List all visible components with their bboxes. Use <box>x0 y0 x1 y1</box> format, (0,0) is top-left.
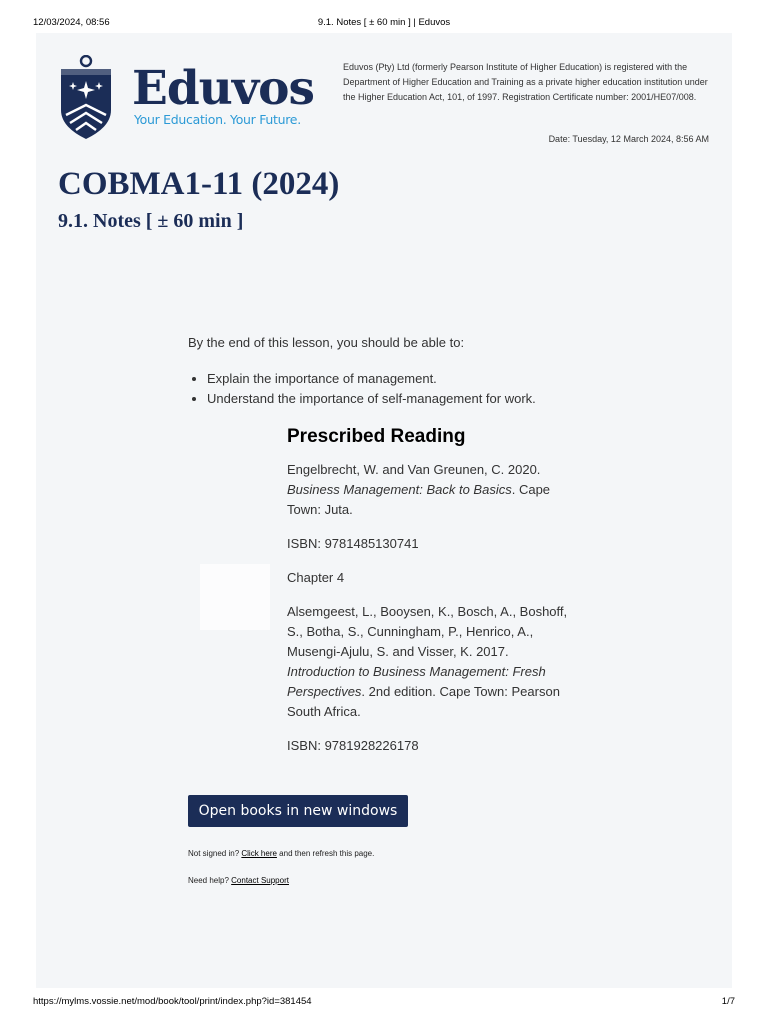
registration-notice: Eduvos (Pty) Ltd (formerly Pearson Institute of Higher Education) is registered with the Department of Higher Education and Training as a private higher education institution under the Higher Education Act, 101, of 1997. Registration Certificate number: 2001/HE07/008. <box>343 62 708 102</box>
print-url: https://mylms.vossie.net/mod/book/tool/print/index.php?id=381454 <box>33 996 312 1007</box>
brand-name: Eduvos <box>132 61 314 116</box>
document-page <box>36 33 732 988</box>
book1-chapter: Chapter 4 <box>287 570 345 585</box>
book1-citation <box>287 460 577 520</box>
lesson-intro: By the end of this lesson, you should be able to: <box>188 335 465 350</box>
prescribed-reading <box>287 426 577 770</box>
not-signed-in-suffix: and then refresh this page. <box>276 849 375 858</box>
list-item: • Explain the importance of management. <box>207 369 536 389</box>
book2-title: Introduction to Business Management: Fresh Perspectives <box>287 664 546 699</box>
list-item: • Understand the importance of self-management for work. <box>207 389 536 409</box>
book2-publisher: . 2nd edition. Cape Town: Pearson South Africa. <box>287 684 560 719</box>
brand-tagline: Your Education. Your Future. <box>134 112 301 127</box>
book2-isbn: ISBN: 9781928226178 <box>287 738 419 753</box>
page-subtitle: 9.1. Notes [ ± 60 min ] <box>58 210 244 232</box>
need-help-prefix: Need help? <box>188 876 232 885</box>
book-cover-image <box>200 564 270 630</box>
book1-authors: Engelbrecht, W. and Van Greunen, C. 2020. <box>287 462 541 477</box>
course-title: COBMA1-11 (2024) <box>58 166 340 202</box>
eduvos-logo <box>58 55 318 145</box>
print-datetime: 12/03/2024, 08:56 <box>33 17 110 28</box>
need-help-note <box>188 876 289 885</box>
click-here-link[interactable]: Click here <box>241 849 277 858</box>
not-signed-in-prefix: Not signed in? <box>188 849 242 858</box>
book1-isbn: ISBN: 9781485130741 <box>287 536 419 551</box>
objectives-list <box>188 369 536 409</box>
prescribed-reading-heading: Prescribed Reading <box>287 426 466 447</box>
book2-authors: Alsemgeest, L., Booysen, K., Bosch, A., Boshoff, S., Botha, S., Cunningham, P., Henrico, A., Musengi-Ajulu, S. and Visser, K. 2017. <box>287 604 568 659</box>
open-books-button[interactable]: Open books in new windows <box>188 795 408 827</box>
print-date: Date: Tuesday, 12 March 2024, 8:56 AM <box>548 134 709 144</box>
print-page-title: 9.1. Notes [ ± 60 min ] | Eduvos <box>317 17 451 28</box>
contact-support-link[interactable]: Contact Support <box>231 876 289 885</box>
not-signed-in-note <box>188 849 374 858</box>
book1-publisher: . Cape Town: Juta. <box>287 482 551 517</box>
book2-citation <box>287 602 577 722</box>
book1-title: Business Management: Back to Basics <box>287 482 512 497</box>
print-page-number: 1/7 <box>721 996 735 1007</box>
shield-icon <box>58 55 114 145</box>
